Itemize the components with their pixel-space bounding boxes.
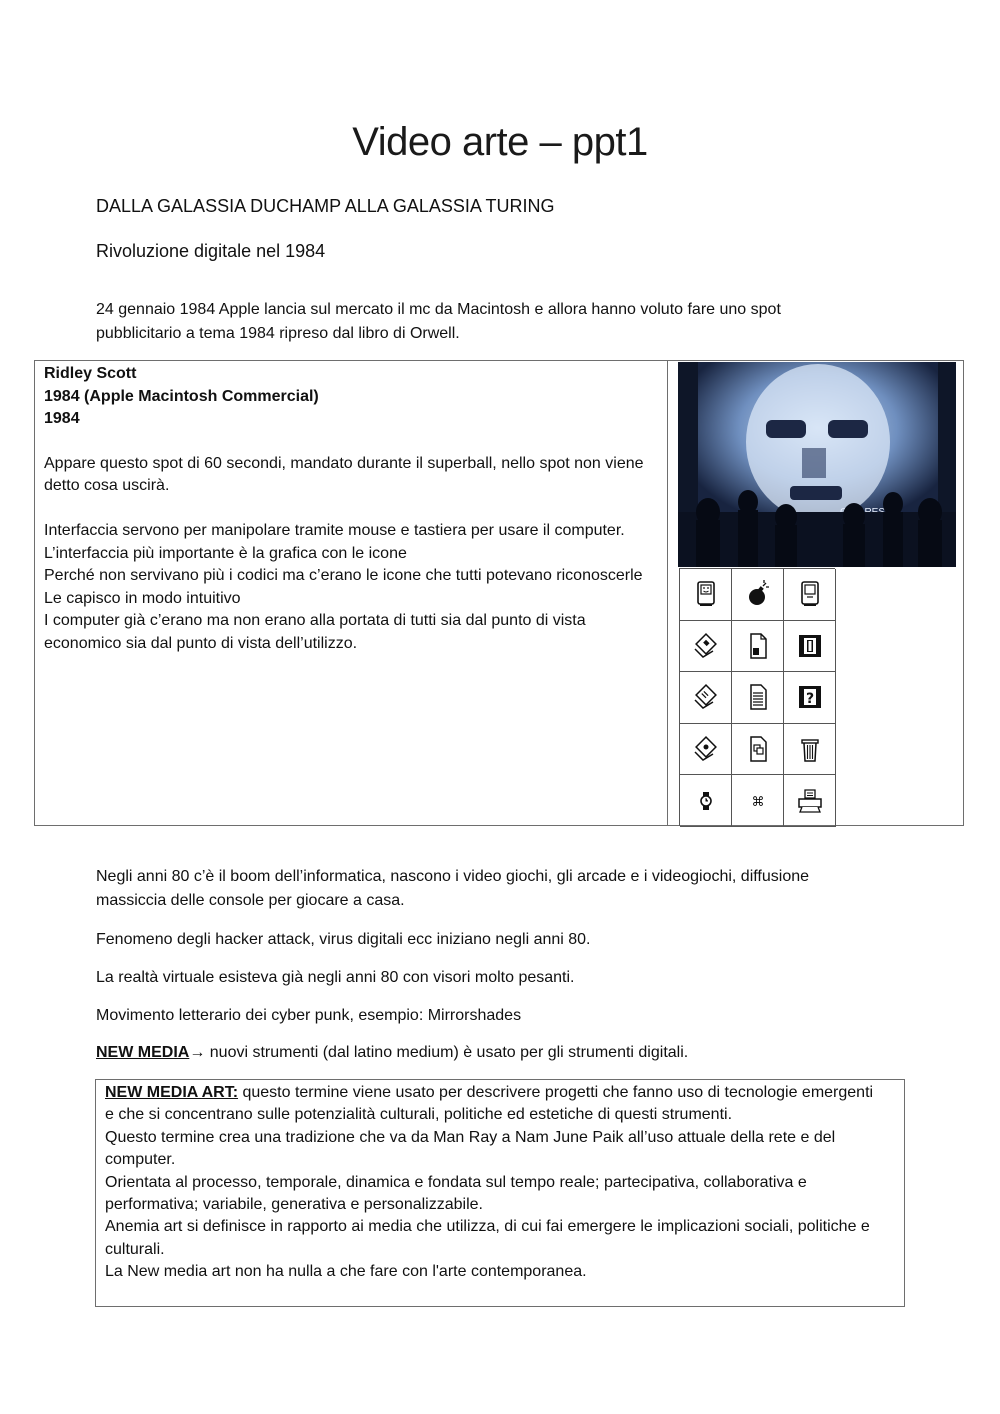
box2-first-paragraph xyxy=(105,1082,885,1127)
svg-text:?: ? xyxy=(805,691,814,708)
question-alert-icon xyxy=(784,672,836,724)
new-media-label: NEW MEDIA xyxy=(96,1044,190,1061)
paragraph-cyberpunk: Movimento letterario dei cyber punk, esempio: Mirrorshades xyxy=(96,1007,522,1024)
author: Ridley Scott xyxy=(44,365,137,382)
heading-galassia: DALLA GALASSIA DUCHAMP ALLA GALASSIA TURING xyxy=(96,196,555,216)
paragraph-hacker: Fenomeno degli hacker attack, virus digitali ecc iniziano negli anni 80. xyxy=(96,931,591,948)
mac-icons-grid xyxy=(679,568,835,826)
disk-hand-icon xyxy=(680,621,732,673)
box1-line: Le capisco in modo intuitivo xyxy=(44,589,241,607)
work-year: 1984 xyxy=(44,410,80,428)
paragraph-vr: La realtà virtuale esisteva già negli anni 80 con visori molto pesanti. xyxy=(96,969,575,986)
paragraph-new-media xyxy=(96,1041,876,1065)
new-media-art-label: NEW MEDIA ART: xyxy=(105,1084,239,1101)
box1-line: I computer già c’erano ma non erano alla portata di tutti sia dal punto di vista economico sia dal punto di vista dell’utilizzo. xyxy=(44,612,586,652)
ridley-scott-box xyxy=(34,360,964,826)
disk-hand-icon xyxy=(680,724,732,776)
box1-text xyxy=(44,363,654,656)
printer-icon xyxy=(784,775,836,827)
document-icon xyxy=(732,621,784,673)
box1-line: Interfaccia servono per manipolare tramite mouse e tastiera per usare il computer. xyxy=(44,521,625,539)
arrow-icon: → xyxy=(189,1044,206,1061)
box1-line: L’interfaccia più importante è la grafica con le icone xyxy=(44,544,407,562)
disk-hand-icon xyxy=(680,672,732,724)
page-title: Video arte – ppt1 xyxy=(352,120,648,164)
box2-line: Questo termine crea una tradizione che va da Man Ray a Nam June Paik all’uso attuale della rete e del computer. xyxy=(105,1128,836,1169)
watch-icon xyxy=(680,775,732,827)
column-divider xyxy=(667,361,668,825)
box1-line: Perché non servivano più i codici ma c’erano le icone che tutti potevano riconoscerle xyxy=(44,567,643,585)
new-media-art-box xyxy=(95,1079,905,1307)
happy-mac-icon xyxy=(680,569,732,621)
work-title: 1984 (Apple Macintosh Commercial) xyxy=(44,387,319,405)
heading-rivoluzione: Rivoluzione digitale nel 1984 xyxy=(96,241,326,261)
box1-paragraph: Appare questo spot di 60 secondi, mandato durante il superball, nello spot non viene detto cosa uscirà. xyxy=(44,454,644,495)
bomb-icon xyxy=(732,569,784,621)
trash-icon xyxy=(784,724,836,776)
new-media-art-definition: questo termine viene usato per descrivere progetti che fanno uso di tecnologie emergenti e che si concentrano sulle potenzialità culturali, politiche ed estetiche di questi strumenti. xyxy=(105,1084,874,1124)
box2-line: La New media art non ha nulla a che fare con l'arte contemporanea. xyxy=(105,1263,587,1281)
box2-line: Anemia art si definisce in rapporto ai media che utilizza, di cui fai emergere le implicazioni sociali, politiche e culturali. xyxy=(105,1218,870,1258)
new-media-text: nuovi strumenti (dal latino medium) è usato per gli strumenti digitali. xyxy=(205,1044,689,1061)
text-document-icon xyxy=(732,672,784,724)
command-key-icon xyxy=(732,775,784,827)
sad-mac-icon xyxy=(784,569,836,621)
svg-text:⌘: ⌘ xyxy=(751,794,764,810)
box2-text xyxy=(105,1082,885,1284)
box2-line: Orientata al processo, temporale, dinamica e fondata sul tempo reale; partecipativa, collaborativa e performativa; variabile, generativa e personalizzabile. xyxy=(105,1173,807,1214)
intro-paragraph: 24 gennaio 1984 Apple lancia sul mercato il mc da Macintosh e allora hanno voluto fare uno spot pubblicitario a tema 1984 ripreso dal libro di Orwell. xyxy=(96,301,781,342)
stop-alert-icon xyxy=(784,621,836,673)
commercial-still-image xyxy=(678,362,956,567)
paragraph-boom: Negli anni 80 c’è il boom dell’informatica, nascono i video giochi, gli arcade e i videogiochi, diffusione massiccia delle console per giocare a casa. xyxy=(96,868,810,909)
folder-document-icon xyxy=(732,724,784,776)
